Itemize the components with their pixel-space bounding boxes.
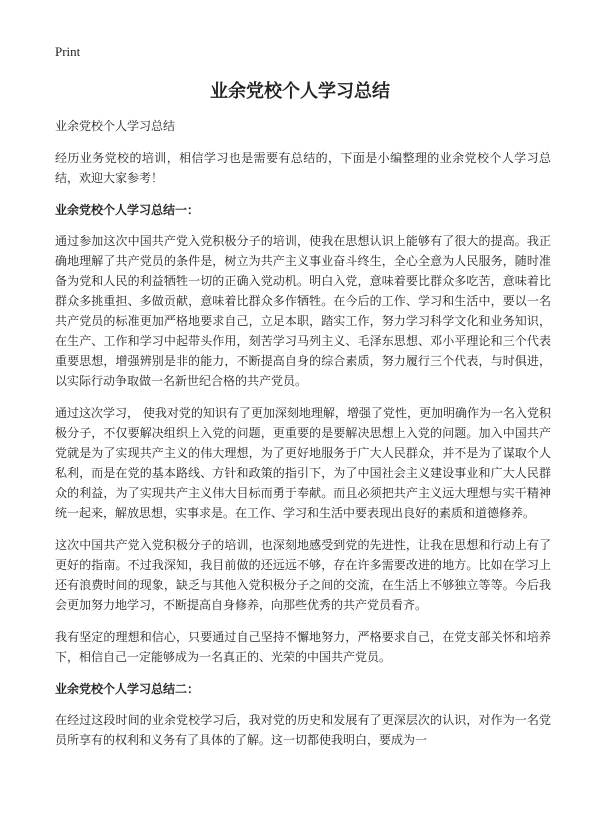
intro-paragraph: 经历业务党校的培训，相信学习也是需要有总结的，下面是小编整理的业余党校个人学习总结，欢迎大家参考！ bbox=[55, 151, 551, 185]
section-heading-1: 业余党校个人学习总结一： bbox=[55, 203, 200, 217]
section-1-paragraph-3: 这次中国共产党入党积极分子的培训，也深刻地感受到党的先进性，让我在思想和行动上有了更好的指南。不过我深知，我目前做的还远远不够，存在许多需要改进的地方。比如在学习上还有浪费时间的现象，缺乏与其他入党积极分子之间的交流，在生活上不够独立等等。今后我会更加努力地学习，不断提高自身修养，向那些优秀的共产党员看齐。 bbox=[55, 538, 551, 612]
section-1-paragraph-4: 我有坚定的理想和信心，只要通过自己坚持不懈地努力，严格要求自己，在党支部关怀和培养下，相信自己一定能够成为一名真正的、光荣的中国共产党员。 bbox=[55, 630, 551, 664]
section-1-paragraph-2: 通过这次学习， 使我对党的知识有了更加深刻地理解，增强了党性，更加明确作为一名入党积极分子，不仅要解决组织上入党的问题，更重要的是要解决思想上入党的问题。加入中国共产党就是为了实现共产主义的伟大理想，为了更好地服务于广大人民群众，并不是为了谋取个人私利，而是在党的基本路线、方针和政策的指引下，为了中国社会主义建设事业和广大人民群众的利益，为了实现共产主义伟大目标而勇于奉献。而且必须把共产主义远大理想与实干精神统一起来，解放思想，实事求是。在工作、学习和生活中要表现出良好的素质和道德修养。 bbox=[55, 406, 551, 520]
section-2-paragraph-1: 在经过这段时间的业余党校学习后，我对党的历史和发展有了更深层次的认识，对作为一名党员所享有的权利和义务有了具体的了解。这一切都使我明白，要成为一 bbox=[55, 713, 551, 747]
section-heading-2: 业余党校个人学习总结二： bbox=[55, 682, 200, 696]
section-1-paragraph-1: 通过参加这次中国共产党入党积极分子的培训，使我在思想认识上能够有了很大的提高。我正确地理解了共产党员的条件是，树立为共产主义事业奋斗终生，全心全意为人民服务，随时准备为党和人民的利益牺牲一切的正确入党动机。明白入党，意味着要比群众多吃苦，意味着比群众多挑重担、多做贡献，意味着比群众多作牺牲。在今后的工作、学习和生活中，要以一名共产党员的标准更加严格地要求自己，立足本职，踏实工作，努力学习科学文化和业务知识，在生产、工作和学习中起带头作用，刻苦学习马列主义、毛泽东思想、邓小平理论和三个代表重要思想，增强辨别是非的能力，不断提高自身的综合素质，努力履行三个代表，与时俱进，以实际行动争取做一名新世纪合格的共产党员。 bbox=[55, 234, 551, 388]
page-title: 业余党校个人学习总结 bbox=[210, 81, 390, 102]
document-subtitle: 业余党校个人学习总结 bbox=[55, 119, 176, 133]
print-link[interactable]: Print bbox=[55, 44, 81, 59]
document-body bbox=[55, 116, 551, 762]
